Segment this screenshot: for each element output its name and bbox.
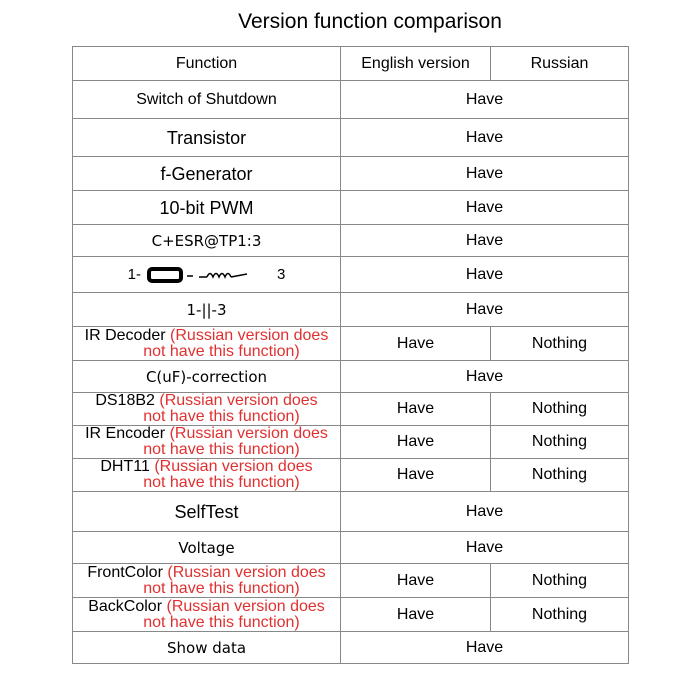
function-cell [73, 564, 341, 598]
function-name: SelfTest [174, 501, 239, 522]
availability-cell: Have [341, 361, 629, 393]
table-row [73, 459, 629, 492]
function-label-line [73, 393, 340, 409]
function-name: 10-bit PWM [159, 197, 254, 218]
availability-cell: Have [341, 81, 629, 119]
english-availability-cell: Have [341, 426, 491, 459]
english-availability-cell: Have [341, 459, 491, 492]
function-note: not have this function) [143, 613, 300, 631]
function-cell [73, 257, 341, 293]
russian-availability-cell: Nothing [491, 598, 629, 632]
function-cell [73, 459, 341, 492]
function-name: DHT11 [100, 458, 150, 475]
russian-availability-cell: Nothing [491, 327, 629, 361]
function-name: IR Decoder [84, 326, 166, 344]
function-note: (Russian version does [159, 392, 318, 409]
function-name: DS18B2 [95, 392, 155, 409]
function-note: not have this function) [143, 579, 300, 597]
table-row [73, 119, 629, 157]
header-row [73, 47, 629, 81]
function-cell [73, 492, 341, 532]
table-row [73, 492, 629, 532]
function-name: 1-||-3 [186, 300, 227, 319]
table-row [73, 393, 629, 426]
table-row [73, 632, 629, 664]
inductor-icon [147, 266, 257, 284]
function-cell [73, 426, 341, 459]
symbol-pin-right: 3 [277, 265, 286, 283]
table-row [73, 564, 629, 598]
availability-cell: Have [341, 157, 629, 191]
function-cell [73, 191, 341, 225]
comparison-table [72, 46, 629, 664]
function-name: FrontColor [87, 563, 163, 581]
english-availability-cell: Have [341, 393, 491, 426]
function-name: Show data [166, 638, 247, 657]
function-cell [73, 361, 341, 393]
availability-cell: Have [341, 492, 629, 532]
table-row [73, 257, 629, 293]
function-note: not have this function) [143, 408, 300, 425]
russian-availability-cell: Nothing [491, 564, 629, 598]
table-row [73, 293, 629, 327]
function-label-line [73, 565, 340, 581]
availability-cell: Have [341, 257, 629, 293]
function-note: (Russian version does [154, 458, 313, 475]
table-row [73, 426, 629, 459]
function-cell [73, 157, 341, 191]
availability-cell: Have [341, 532, 629, 564]
russian-availability-cell: Nothing [491, 393, 629, 426]
header-russian: Russian [491, 47, 629, 81]
function-note: (Russian version does [166, 597, 325, 615]
function-cell [73, 293, 341, 327]
function-cell [73, 81, 341, 119]
availability-cell: Have [341, 225, 629, 257]
english-availability-cell: Have [341, 598, 491, 632]
function-name: Switch of Shutdown [136, 90, 277, 108]
function-cell [73, 632, 341, 664]
function-name: Voltage [178, 538, 235, 557]
header-function: Function [73, 47, 341, 81]
table-row [73, 598, 629, 632]
function-label-line [73, 328, 340, 344]
function-cell [73, 119, 341, 157]
availability-cell: Have [341, 293, 629, 327]
function-note: (Russian version does [169, 425, 328, 442]
function-cell [73, 393, 341, 426]
table-row [73, 81, 629, 119]
function-name: Transistor [166, 127, 247, 148]
availability-cell: Have [341, 632, 629, 664]
function-note: not have this function) [143, 441, 300, 458]
function-name: BackColor [88, 597, 163, 615]
russian-availability-cell: Nothing [491, 459, 629, 492]
function-label-line [73, 426, 340, 442]
function-name: C(uF)-correction [145, 367, 268, 386]
function-note: not have this function) [143, 342, 300, 360]
function-cell [73, 225, 341, 257]
function-name: f-Generator [160, 163, 253, 184]
function-cell [73, 598, 341, 632]
table-row [73, 225, 629, 257]
function-note: (Russian version does [167, 563, 326, 581]
availability-cell: Have [341, 191, 629, 225]
function-cell [73, 532, 341, 564]
russian-availability-cell: Nothing [491, 426, 629, 459]
table-row [73, 327, 629, 361]
english-availability-cell: Have [341, 564, 491, 598]
inductor-symbol [128, 266, 286, 284]
table-row [73, 361, 629, 393]
availability-cell: Have [341, 119, 629, 157]
header-english-version: English version [341, 47, 491, 81]
function-note: not have this function) [143, 474, 300, 491]
function-label-line [73, 599, 340, 615]
function-name: IR Encoder [85, 425, 166, 442]
symbol-pin-left: 1- [127, 265, 141, 283]
english-availability-cell: Have [341, 327, 491, 361]
function-label-line [73, 459, 340, 475]
function-name: C+ESR@TP1:3 [151, 231, 262, 250]
table-row [73, 532, 629, 564]
table-row [73, 191, 629, 225]
function-cell [73, 327, 341, 361]
table-row [73, 157, 629, 191]
page-title: Version function comparison [238, 10, 502, 33]
function-note: (Russian version does [170, 326, 329, 344]
